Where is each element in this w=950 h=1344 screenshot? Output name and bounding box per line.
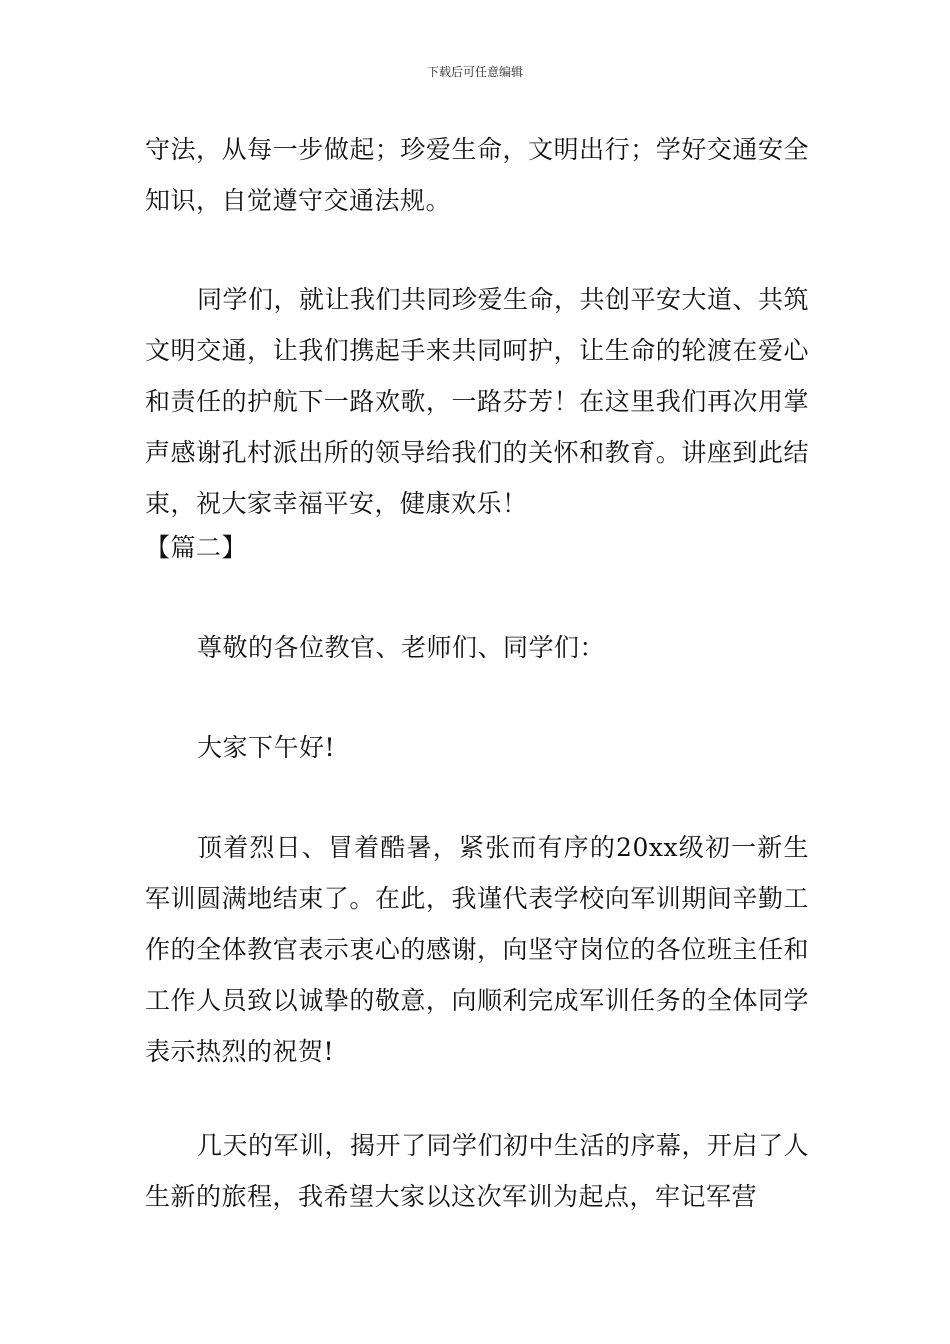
paragraph-closing	[145, 274, 809, 529]
paragraph-continuation	[145, 124, 809, 226]
paragraph-3: 顶着烈日、冒着酷暑，紧张而有序的20xx级初一新生军训圆满地结束了。在此，我谨代表学校向军训期间辛勤工作的全体教官表示衷心的感谢，向坚守岗位的各位班主任和工作人员致以诚挚的敬意，向顺利完成军训任务的全体同学表示热烈的祝贺!	[145, 833, 809, 1066]
salutation-block	[145, 622, 809, 673]
greeting: 大家下午好!	[197, 733, 336, 762]
salutation: 尊敬的各位教官、老师们、同学们：	[197, 633, 606, 662]
body-paragraph-block-2	[145, 1120, 809, 1222]
section-heading	[145, 522, 809, 573]
greeting-block	[145, 722, 809, 773]
section-title: 【篇二】	[145, 533, 248, 562]
paragraph-2: 同学们，就让我们共同珍爱生命，共创平安大道、共筑文明交通，让我们携起手来共同呵护，让生命的轮渡在爱心和责任的护航下一路欢歌，一路芬芳！在这里我们再次用掌声感谢孔村派出所的领导给我们的关怀和教育。讲座到此结束，祝大家幸福平安，健康欢乐！	[145, 285, 810, 518]
paragraph-1: 守法，从每一步做起；珍爱生命，文明出行；学好交通安全知识，自觉遵守交通法规。	[145, 135, 809, 215]
page-header: 下载后可任意编辑	[426, 65, 523, 79]
paragraph-4: 几天的军训，揭开了同学们初中生活的序幕，开启了人生新的旅程，我希望大家以这次军训为起点，牢记军营	[145, 1131, 810, 1211]
body-paragraph-block	[145, 822, 809, 1077]
